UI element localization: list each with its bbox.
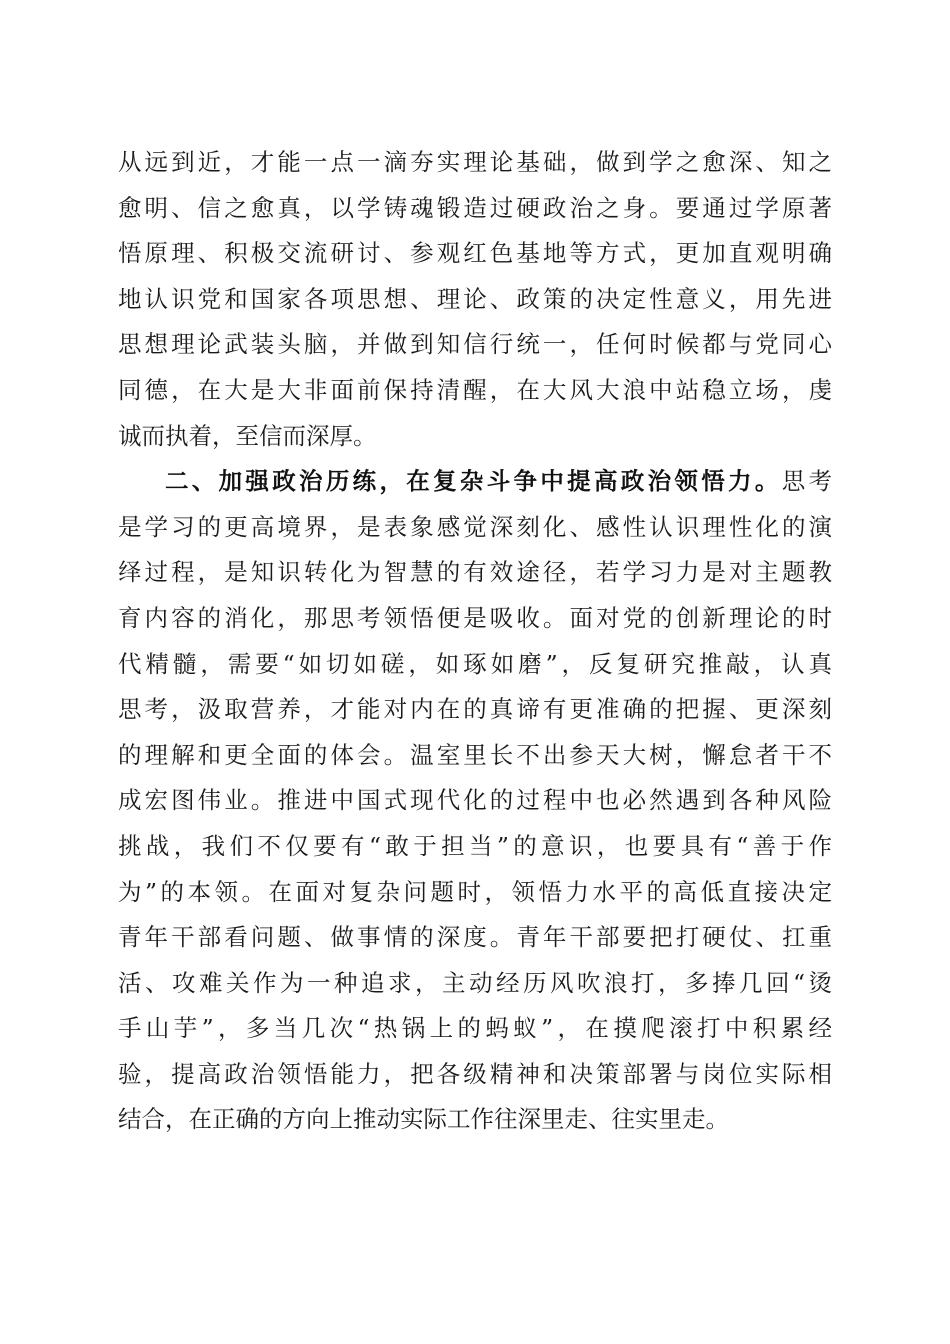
- text-line: 挑战，我们不仅要有“敢于担当”的意识，也要具有“善于作: [118, 831, 832, 860]
- text-line: 成宏图伟业。推进中国式现代化的过程中也必然遇到各种风险: [118, 786, 832, 815]
- section-heading-line: [118, 459, 832, 505]
- text-line: 活、攻难关作为一种追求，主动经历风吹浪打，多捧几回“烫: [118, 968, 832, 997]
- text-line: 的理解和更全面的体会。温室里长不出参天大树，懈怠者干不: [118, 740, 832, 769]
- text-line: 青年干部看问题、做事情的深度。青年干部要把打硬仗、扛重: [118, 923, 832, 952]
- text-line: 思考，汲取营养，才能对内在的真谛有更准确的把握、更深刻: [118, 695, 832, 724]
- text-line: 验，提高政治领悟能力，把各级精神和决策部署与岗位实际相: [118, 1059, 832, 1088]
- text-line: 地认识党和国家各项思想、理论、政策的决定性意义，用先进: [118, 284, 832, 313]
- text-line: 结合，在正确的方向上推动实际工作往深里走、往实里走。: [118, 1105, 729, 1134]
- text-line: 悟原理、积极交流研讨、参观红色基地等方式，更加直观明确: [118, 239, 832, 268]
- section-heading: 二、加强政治历练，在复杂斗争中提高政治领悟力。: [165, 467, 782, 496]
- heading-line-rest: 思考: [781, 467, 832, 496]
- paragraph-1: [118, 140, 832, 459]
- text-line: 同德，在大是大非面前保持清醒，在大风大浪中站稳立场，虔: [118, 375, 832, 404]
- text-line: 诚而执着，至信而深厚。: [118, 421, 377, 450]
- text-line: 绎过程，是知识转化为智慧的有效途径，若学习力是对主题教: [118, 558, 832, 587]
- text-line: 育内容的消化，那思考领悟便是吸收。面对党的创新理论的时: [118, 603, 832, 632]
- paragraph-2: [118, 459, 832, 1143]
- text-line: 从远到近，才能一点一滴夯实理论基础，做到学之愈深、知之: [118, 148, 832, 176]
- text-line: 手山芋”，多当几次“热锅上的蚂蚁”，在摸爬滚打中积累经: [118, 1014, 832, 1043]
- body-text: [118, 140, 832, 1143]
- text-line: 代精髓，需要“如切如磋，如琢如磨”，反复研究推敲，认真: [118, 649, 832, 678]
- text-line: 为”的本领。在面对复杂问题时，领悟力水平的高低直接决定: [118, 877, 832, 906]
- text-line: 思想理论武装头脑，并做到知信行统一，任何时候都与党同心: [118, 330, 832, 359]
- text-line: 愈明、信之愈真，以学铸魂锻造过硬政治之身。要通过学原著: [118, 193, 832, 222]
- text-line: 是学习的更高境界，是表象感觉深刻化、感性认识理性化的演: [118, 512, 832, 541]
